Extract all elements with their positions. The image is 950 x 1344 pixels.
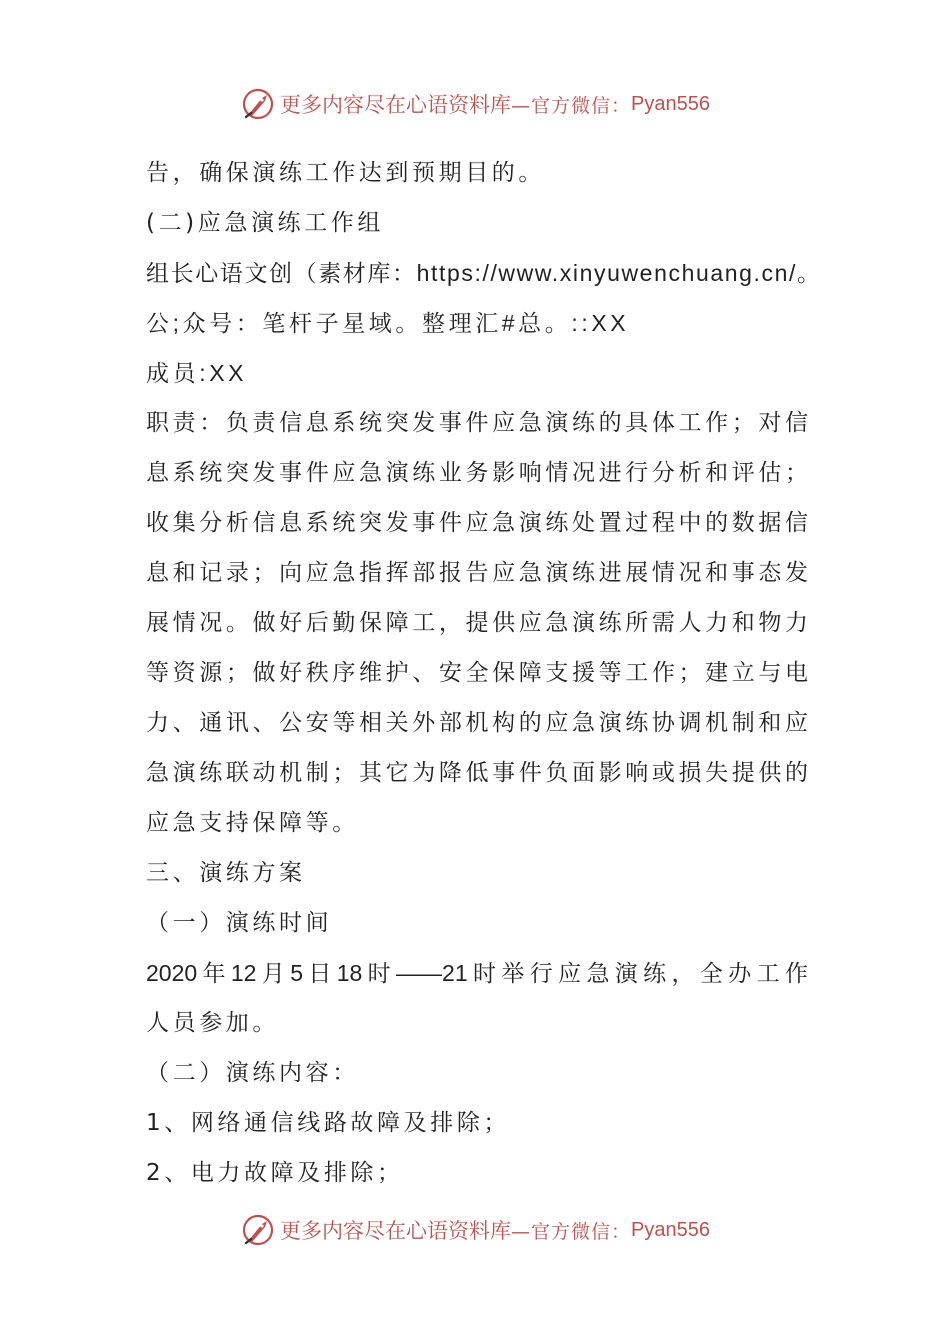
- subsection-heading: （一）演练时间: [146, 910, 333, 936]
- pen-nib-logo-icon: [240, 86, 276, 122]
- banner-contact-id: Pyan556: [631, 1218, 710, 1241]
- body-line: 人员参加。: [146, 1010, 279, 1036]
- banner-contact-label: —官方微信：: [511, 94, 632, 117]
- body-line: 应急支持保障等。: [146, 810, 359, 836]
- body-line: 急演练联动机制；其它为降低事件负面影响或损失提供的: [146, 760, 808, 786]
- body-line: 收集分析信息系统突发事件应急演练处置过程中的数据信: [146, 510, 808, 536]
- body-line: 职责：负责信息系统突发事件应急演练的具体工作；对信: [146, 410, 808, 436]
- body-line: 息系统突发事件应急演练业务影响情况进行分析和评估；: [146, 460, 808, 486]
- footer-banner: [0, 1208, 950, 1252]
- banner-slogan: 更多内容尽在心语资料库: [280, 93, 511, 117]
- body-line: 告，确保演练工作达到预期目的。: [146, 160, 545, 186]
- document-body: [146, 148, 822, 1198]
- body-line: 力、通讯、公安等相关外部机构的应急演练协调机制和应: [146, 710, 808, 736]
- body-line: 息和记录；向应急指挥部报告应急演练进展情况和事态发: [146, 560, 808, 586]
- banner-slogan: 更多内容尽在心语资料库: [280, 1219, 511, 1243]
- list-item: 1、网络通信线路故障及排除；: [146, 1110, 511, 1136]
- list-item: 2、电力故障及排除；: [146, 1160, 404, 1186]
- subsection-heading: （二）演练内容：: [146, 1060, 359, 1086]
- pen-nib-logo-icon: [240, 1212, 276, 1248]
- header-banner: [0, 82, 950, 126]
- banner-contact-id: Pyan556: [631, 92, 710, 115]
- body-line: 展情况。做好后勤保障工，提供应急演练所需人力和物力: [146, 610, 808, 636]
- body-line: 等资源；做好秩序维护、安全保障支援等工作；建立与电: [146, 660, 808, 686]
- body-line: 组长心语文创（素材库：https://www.xinyuwenchuang.cn/。: [146, 260, 822, 286]
- banner-contact-label: —官方微信：: [511, 1220, 632, 1243]
- section-heading: (二)应急演练工作组: [146, 210, 384, 236]
- body-line: 2020年12月5日18时——21时举行应急演练，全办工作: [146, 960, 808, 986]
- body-line: 公;众号：笔杆子星域。整理汇#总。::XX: [146, 310, 630, 336]
- body-line: 成员:XX: [146, 360, 248, 386]
- section-heading: 三、演练方案: [146, 860, 306, 886]
